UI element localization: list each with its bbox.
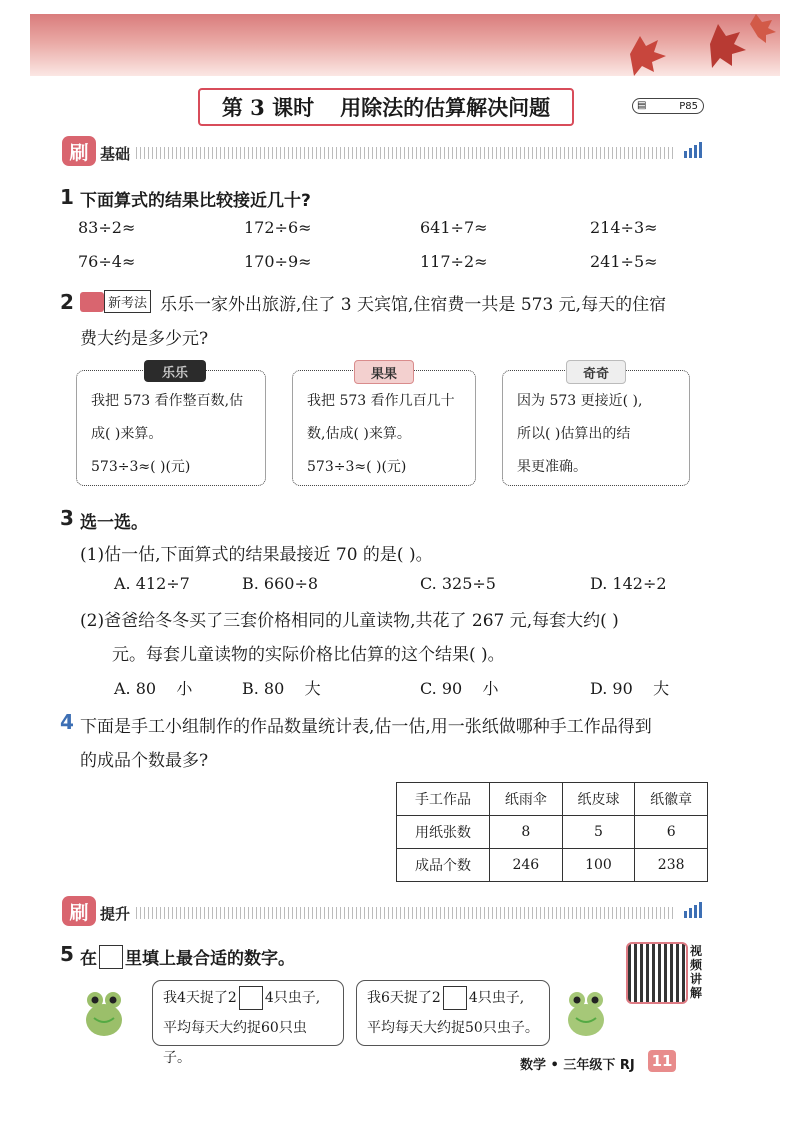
book-icon: ▤ [637,100,647,111]
footer-book-label: 数学 • 三年级下 RJ [520,1058,635,1073]
craft-stats-table [396,782,708,882]
question-2-line2: 费大约是多少元? [80,329,209,349]
question-number-4: 4 [60,710,74,734]
table-cell: 成品个数 [397,849,490,882]
question-4-line1: 下面是手工小组制作的作品数量统计表,估一估,用一张纸做哪种手工作品得到 [80,717,652,737]
question-1-grid [78,218,698,286]
signal-bars-icon [684,902,704,918]
bubble-line [163,983,333,1013]
card-line: 成( )来算。 [91,426,163,442]
bubble-text: 4只虫子, [264,990,321,1006]
frog-right-illustration [564,988,608,1038]
option-a[interactable]: A. 80 小 [114,679,193,698]
section-divider-advanced [136,907,676,919]
lesson-number: 第 3 课时 [221,95,315,120]
question-3-part1: (1)估一估,下面算式的结果最接近 70 的是( )。 [80,545,433,565]
option-c[interactable]: C. 90 小 [420,679,499,698]
table-cell: 8 [490,816,563,849]
question-3-part2-options [114,676,704,699]
table-cell: 238 [635,849,708,882]
table-cell: 用纸张数 [397,816,490,849]
table-cell: 100 [562,849,635,882]
option-d[interactable]: D. 142÷2 [590,574,667,593]
calc-item: 214÷3≈ [590,218,658,237]
calc-row [78,218,698,252]
name-tag-lele: 乐乐 [144,360,206,382]
lesson-title: 用除法的估算解决问题 [340,95,551,120]
option-b[interactable]: B. 660÷8 [242,574,319,593]
card-line: 所以( )估算出的结 [517,426,631,442]
calc-item: 241÷5≈ [590,252,658,271]
blank-box[interactable] [443,986,467,1010]
table-header-cell: 纸皮球 [562,783,635,816]
table-cell: 6 [635,816,708,849]
qr-code[interactable] [626,942,688,1004]
calc-item: 76÷4≈ [78,252,136,271]
option-b[interactable]: B. 80 大 [242,679,321,698]
table-cell: 246 [490,849,563,882]
table-header-cell: 纸徽章 [635,783,708,816]
page-reference [632,98,704,114]
blank-box [99,945,123,969]
calc-item: 172÷6≈ [244,218,312,237]
question-3-part2-line2: 元。每套儿童读物的实际价格比估算的这个结果( )。 [112,645,505,665]
question-3-part1-options [114,574,704,593]
question-3-part2-line1: (2)爸爸给冬冬买了三套价格相同的儿童读物,共花了 267 元,每套大约( ) [80,611,619,631]
table-cell: 5 [562,816,635,849]
maple-leaves-decoration [590,14,780,76]
bubble-line: 平均每天大约捉60只虫子。 [163,1020,307,1066]
signal-bars-icon [684,142,704,158]
card-line: 573÷3≈( )(元) [307,459,407,475]
section-divider-basic [136,147,676,159]
frog-left-illustration [82,988,126,1038]
q5-pre: 在 [80,949,97,969]
bubble-text: 我4天捉了2 [163,990,237,1006]
card-line: 因为 573 更接近( ), [517,393,643,409]
table-row [397,816,708,849]
qr-label: 视频讲解 [690,944,703,1000]
page-number: 11 [648,1050,676,1072]
speech-bubble-right [356,980,550,1046]
card-line: 我把 573 看作整百数,估 [91,393,244,409]
table-header-cell: 手工作品 [397,783,490,816]
section-badge-basic: 刷 [62,136,96,166]
speech-bubble-left [152,980,344,1066]
section-label-basic: 基础 [100,145,131,163]
answer-card-qiqi [502,370,690,486]
section-badge-advanced: 刷 [62,896,96,926]
q5-post: 里填上最合适的数字。 [125,949,295,969]
bubble-text: 4只虫子, [468,990,525,1006]
hand-icon [80,292,104,312]
table-header-cell: 纸雨伞 [490,783,563,816]
calc-row [78,252,698,286]
option-a[interactable]: A. 412÷7 [114,574,190,593]
answer-card-guoguo [292,370,476,486]
bubble-line: 平均每天大约捉50只虫子。 [367,1020,539,1036]
calc-item: 83÷2≈ [78,218,136,237]
table-header-row [397,783,708,816]
card-line: 我把 573 看作几百几十 [307,393,455,409]
question-2-line1: 乐乐一家外出旅游,住了 3 天宾馆,住宿费一共是 573 元,每天的住宿 [160,295,667,315]
question-number-1: 1 [60,185,74,209]
new-method-tag: 新考法 [104,290,151,313]
option-d[interactable]: D. 90 大 [590,679,670,698]
card-line: 果更准确。 [517,459,587,475]
question-4-line2: 的成品个数最多? [80,751,209,771]
question-number-3: 3 [60,506,74,530]
name-tag-qiqi: 奇奇 [566,360,626,384]
blank-box[interactable] [239,986,263,1010]
table-row [397,849,708,882]
header-banner [30,14,780,76]
card-line: 573÷3≈( )(元) [91,459,191,475]
question-1-text: 下面算式的结果比较接近几十? [80,191,311,211]
calc-item: 117÷2≈ [420,252,488,271]
option-c[interactable]: C. 325÷5 [420,574,496,593]
section-label-advanced: 提升 [100,905,131,923]
question-3-title: 选一选。 [80,513,148,533]
calc-item: 170÷9≈ [244,252,312,271]
card-line: 数,估成( )来算。 [307,426,411,442]
lesson-title-box [198,88,574,126]
question-number-2: 2 [60,290,74,314]
name-tag-guoguo: 果果 [354,360,414,384]
question-5-text [80,944,295,969]
question-number-5: 5 [60,942,74,966]
bubble-line [367,983,539,1013]
page-reference-text: P85 [679,100,698,112]
calc-item: 641÷7≈ [420,218,488,237]
bubble-text: 我6天捉了2 [367,990,441,1006]
answer-card-lele [76,370,266,486]
